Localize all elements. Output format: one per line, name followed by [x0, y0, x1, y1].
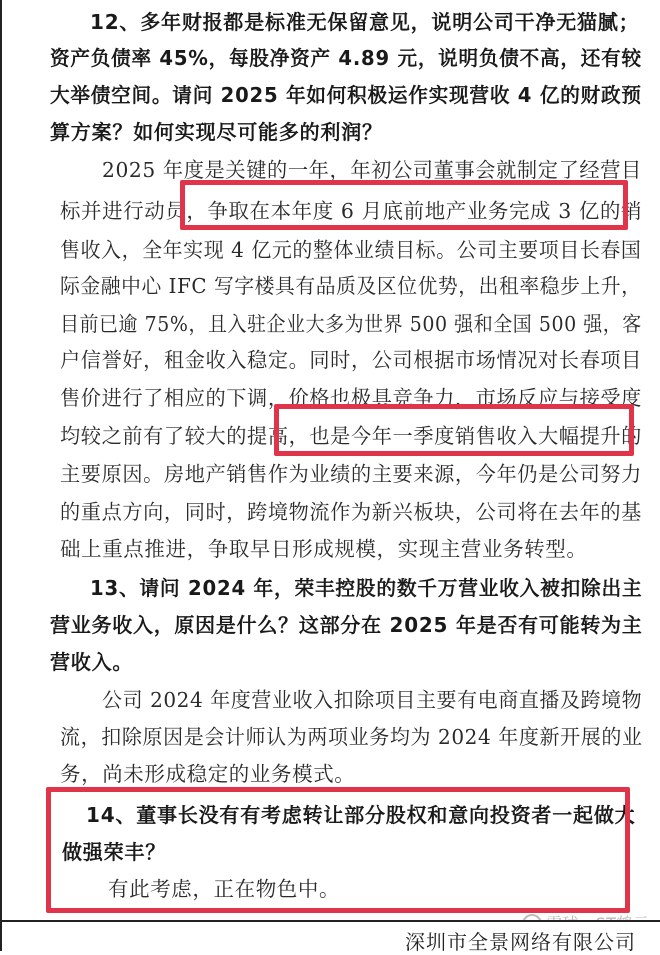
answer-12-line-10: 的重点方向，同时，跨境物流作为新兴板块，公司将在去年的基: [60, 500, 642, 524]
question-13-line-2: 营业务收入，原因是什么？这部分在 2025 年是否有可能转为主: [50, 613, 643, 637]
answer-12-line-2: 标并进行动员，争取在本年度 6 月底前地产业务完成 3 亿的销: [60, 199, 643, 223]
footer-company-name: 深圳市全景网络有限公司: [405, 930, 636, 954]
question-12-line-1: 12、多年财报都是标准无保留意见，说明公司干净无猫腻；: [90, 10, 640, 34]
highlight-box-q1-sales: [274, 404, 634, 456]
answer-14-line-1: 有此考虑，正在物色中。: [108, 877, 341, 901]
question-12-line-2: 资产负债率 45%，每股净资产 4.89 元，说明负债不高，还有较: [50, 46, 642, 70]
question-14-line-2: 做强荣丰？: [62, 840, 166, 864]
answer-12-line-4: 际金融中心 IFC 写字楼具有品质及区位优势，出租率稳步上升，: [60, 274, 642, 298]
answer-12-line-3: 售收入，全年实现 4 亿元的整体业绩目标。公司主要项目长春国: [60, 238, 642, 262]
question-12-line-4: 算方案？如何实现尽可能多的利润？: [50, 120, 383, 144]
answer-12-line-7: 售价进行了相应的下调，价格也极具竞争力，市场反应与接受度: [60, 386, 642, 410]
answer-12-line-1: 2025 年度是关键的一年，年初公司董事会就制定了经营目: [102, 158, 642, 182]
highlight-box-sales-target: [180, 180, 628, 230]
answer-12-line-11: 础上重点推进，争取早日形成规模，实现主营业务转型。: [60, 537, 588, 561]
highlight-box-question-14: [46, 787, 630, 913]
answer-13-line-3: 务，尚未形成稳定的业务模式。: [60, 762, 356, 786]
answer-13-line-2: 流，扣除原因是会计师认为两项业务均为 2024 年度新开展的业: [60, 725, 643, 749]
question-12-line-3: 大举债空间。请问 2025 年如何积极运作实现营收 4 亿的财政预: [50, 83, 642, 107]
question-13-line-1: 13、请问 2024 年，荣丰控股的数千万营业收入被扣除出主: [90, 576, 643, 600]
answer-12-line-6: 户信誉好，租金收入稳定。同时，公司根据市场情况对长春项目: [60, 348, 642, 372]
answer-12-line-8: 均较之前有了较大的提高，也是今年一季度销售收入大幅提升的: [60, 424, 642, 448]
question-13-line-3: 营收入。: [50, 650, 134, 674]
page-footer: [2, 920, 660, 953]
question-14-line-1: 14、董事长没有有考虑转让部分股权和意向投资者一起做大: [86, 803, 636, 827]
answer-12-line-5: 目前已逾 75%，且入驻企业大多为世界 500 强和全国 500 强，客: [60, 312, 642, 336]
answer-12-line-9: 主要原因。房地产销售作为业绩的主要来源，今年仍是公司努力: [60, 462, 642, 486]
answer-13-line-1: 公司 2024 年度营业收入扣除项目主要有电商直播及跨境物: [102, 688, 643, 712]
